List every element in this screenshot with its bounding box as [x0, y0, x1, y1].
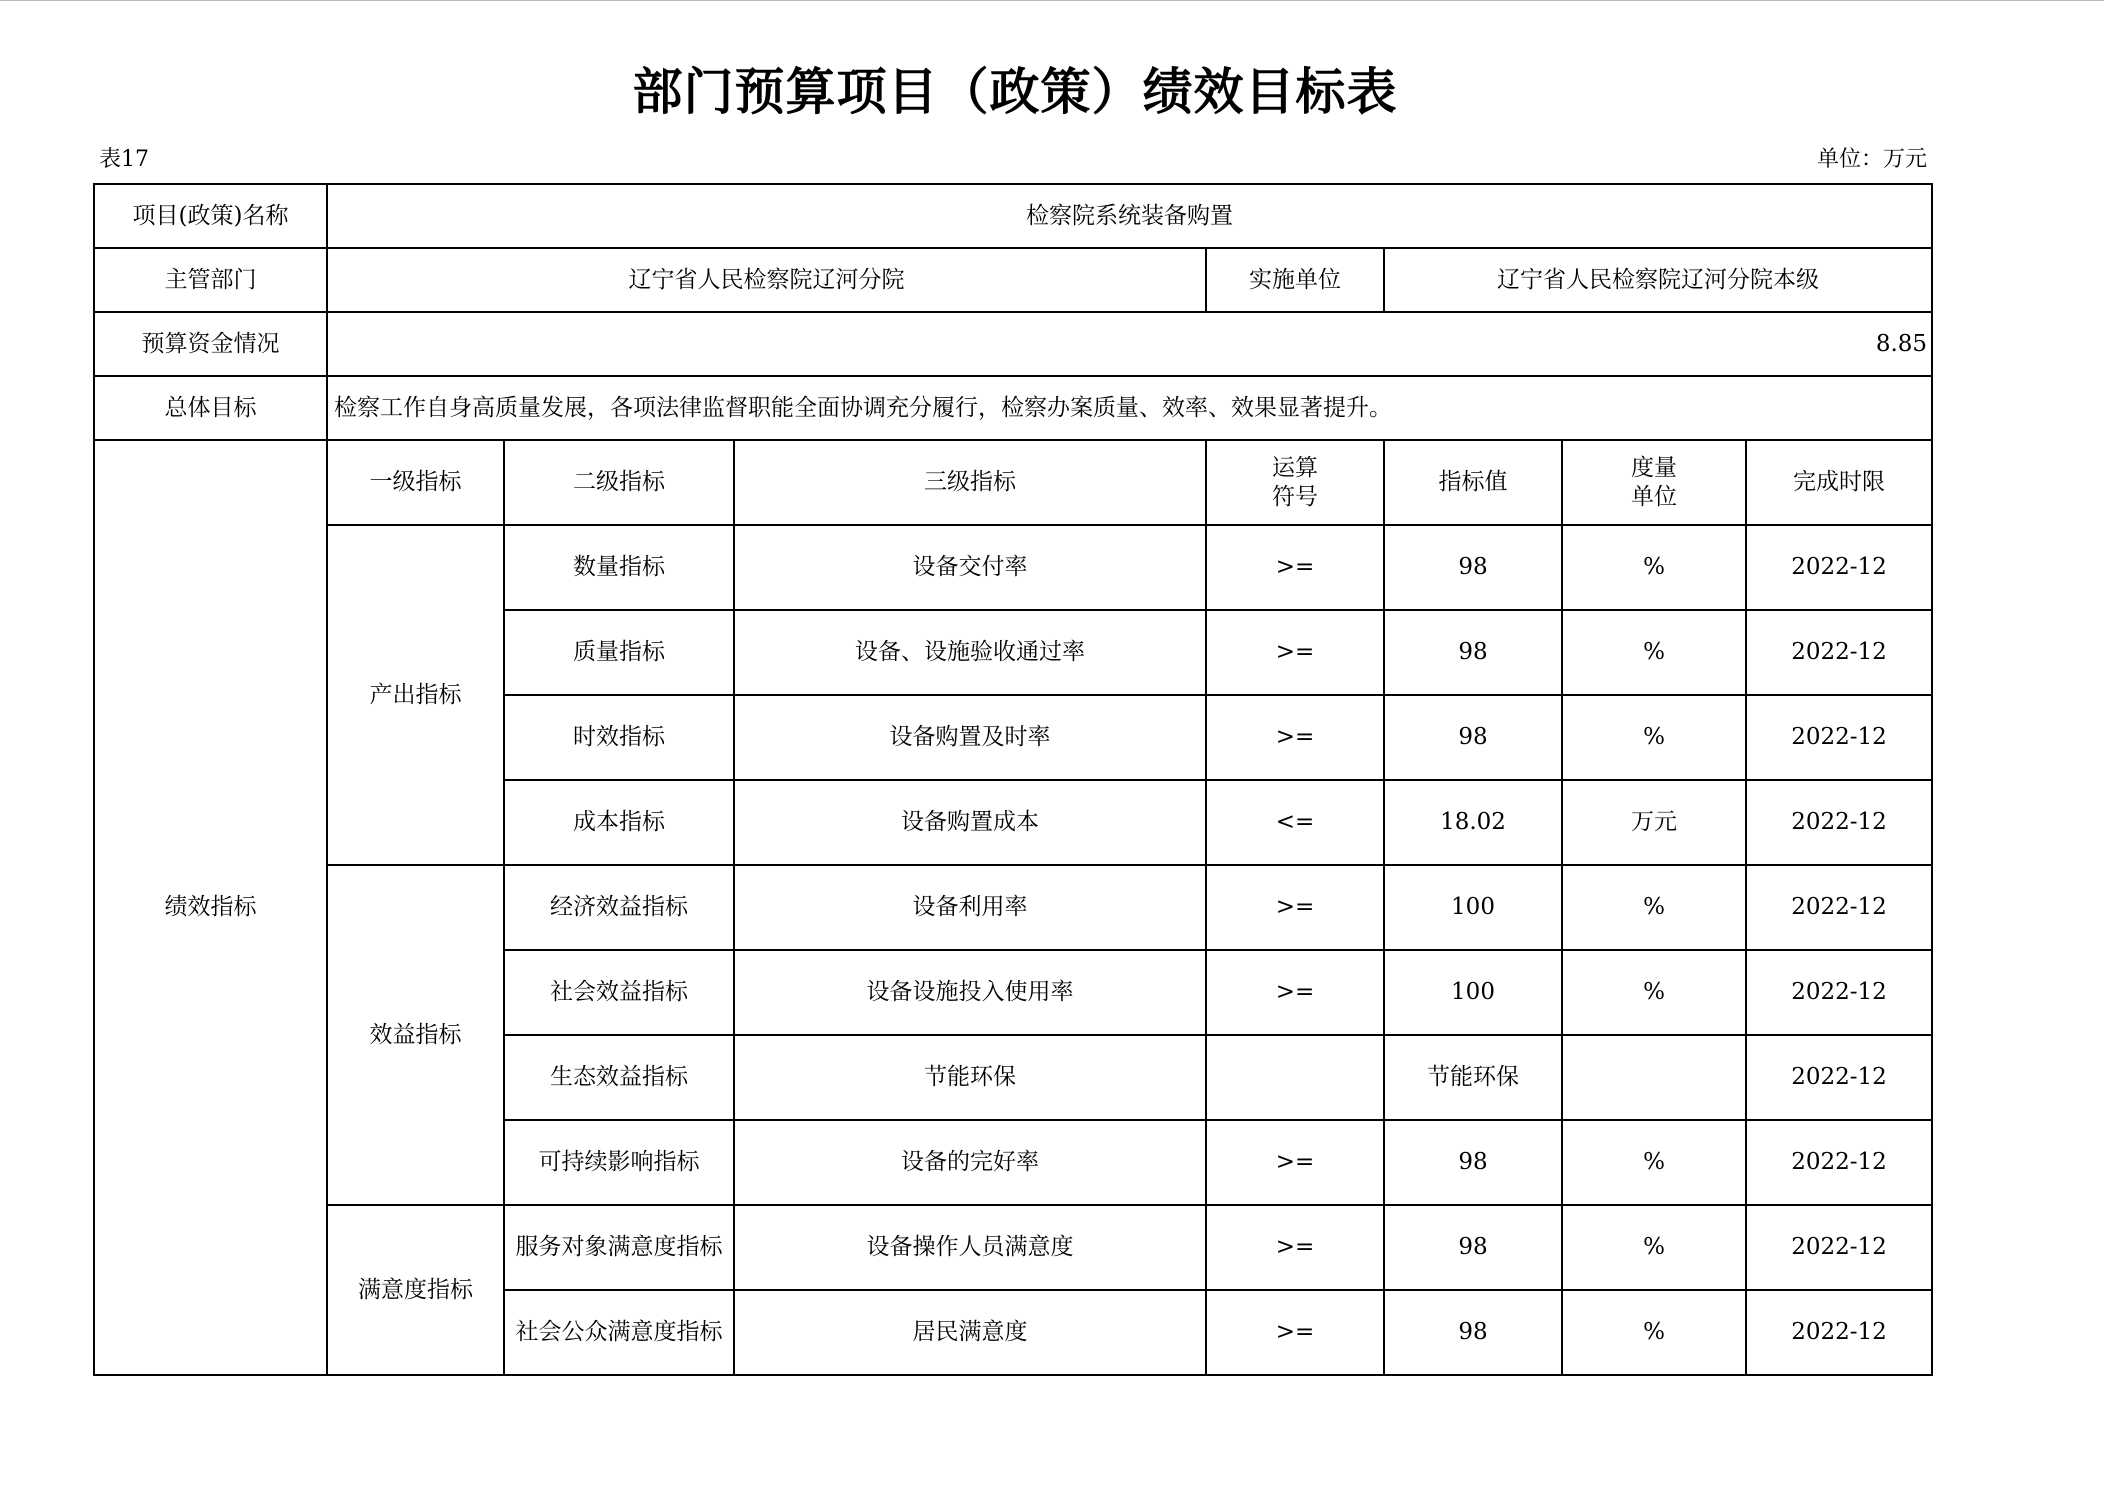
deadline-cell: 2022-12 [1746, 1035, 1932, 1120]
level3-indicator: 设备操作人员满意度 [734, 1205, 1206, 1290]
table-row [94, 1205, 1932, 1290]
measure-unit-cell: % [1562, 695, 1746, 780]
performance-target-table [93, 183, 1933, 1376]
measure-unit-cell: % [1562, 610, 1746, 695]
target-value-cell: 98 [1384, 610, 1562, 695]
impl-label: 实施单位 [1206, 248, 1384, 312]
project-name-row [94, 184, 1932, 248]
target-value-cell: 100 [1384, 950, 1562, 1035]
dept-value: 辽宁省人民检察院辽河分院 [327, 248, 1206, 312]
level2-indicator: 质量指标 [504, 610, 734, 695]
budget-label: 预算资金情况 [94, 312, 327, 376]
table-row [94, 525, 1932, 610]
operator-cell: >= [1206, 525, 1384, 610]
level1-indicator: 满意度指标 [327, 1205, 504, 1375]
level3-indicator: 设备购置成本 [734, 780, 1206, 865]
project-name-value: 检察院系统装备购置 [327, 184, 1932, 248]
header-deadline: 完成时限 [1746, 440, 1932, 525]
top-border-line [0, 0, 2104, 1]
header-unit [1562, 440, 1746, 525]
header-operator [1206, 440, 1384, 525]
target-value-cell: 98 [1384, 1205, 1562, 1290]
table-number: 表17 [99, 147, 149, 172]
level2-indicator: 数量指标 [504, 525, 734, 610]
level2-indicator: 社会效益指标 [504, 950, 734, 1035]
measure-unit-cell: % [1562, 950, 1746, 1035]
budget-row [94, 312, 1932, 376]
header-operator-line2: 符号 [1272, 483, 1318, 510]
operator-cell: <= [1206, 780, 1384, 865]
measure-unit-cell [1562, 1035, 1746, 1120]
operator-cell [1206, 1035, 1384, 1120]
level2-indicator: 经济效益指标 [504, 865, 734, 950]
project-name-label: 项目(政策)名称 [94, 184, 327, 248]
header-unit-line2: 单位 [1631, 483, 1677, 510]
level3-indicator: 设备购置及时率 [734, 695, 1206, 780]
target-value-cell: 节能环保 [1384, 1035, 1562, 1120]
deadline-cell: 2022-12 [1746, 1120, 1932, 1205]
operator-cell: >= [1206, 865, 1384, 950]
level3-indicator: 设备的完好率 [734, 1120, 1206, 1205]
level2-indicator: 时效指标 [504, 695, 734, 780]
deadline-cell: 2022-12 [1746, 1205, 1932, 1290]
header-operator-line1: 运算 [1272, 454, 1318, 481]
header-level2: 二级指标 [504, 440, 734, 525]
measure-unit-cell: % [1562, 1205, 1746, 1290]
level1-indicator: 产出指标 [327, 525, 504, 865]
budget-value: 8.85 [327, 312, 1932, 376]
deadline-cell: 2022-12 [1746, 610, 1932, 695]
level3-indicator: 设备设施投入使用率 [734, 950, 1206, 1035]
goal-row [94, 376, 1932, 440]
level2-indicator: 成本指标 [504, 780, 734, 865]
measure-unit-cell: % [1562, 525, 1746, 610]
operator-cell: >= [1206, 950, 1384, 1035]
indicator-header-row [94, 440, 1932, 525]
department-row [94, 248, 1932, 312]
level2-indicator: 社会公众满意度指标 [504, 1290, 734, 1375]
deadline-cell: 2022-12 [1746, 1290, 1932, 1375]
level2-indicator: 服务对象满意度指标 [504, 1205, 734, 1290]
perf-label: 绩效指标 [94, 440, 327, 1375]
header-unit-line1: 度量 [1631, 454, 1677, 481]
target-value-cell: 100 [1384, 865, 1562, 950]
impl-value: 辽宁省人民检察院辽河分院本级 [1384, 248, 1932, 312]
operator-cell: >= [1206, 1120, 1384, 1205]
measure-unit-cell: % [1562, 1290, 1746, 1375]
level2-indicator: 可持续影响指标 [504, 1120, 734, 1205]
header-value: 指标值 [1384, 440, 1562, 525]
page-title: 部门预算项目（政策）绩效目标表 [632, 63, 1398, 121]
deadline-cell: 2022-12 [1746, 695, 1932, 780]
target-value-cell: 98 [1384, 695, 1562, 780]
measure-unit-cell: 万元 [1562, 780, 1746, 865]
table-row [94, 865, 1932, 950]
header-level1: 一级指标 [327, 440, 504, 525]
level3-indicator: 设备利用率 [734, 865, 1206, 950]
header-level3: 三级指标 [734, 440, 1206, 525]
level3-indicator: 设备交付率 [734, 525, 1206, 610]
level3-indicator: 设备、设施验收通过率 [734, 610, 1206, 695]
goal-value: 检察工作自身高质量发展，各项法律监督职能全面协调充分履行，检察办案质量、效率、效果显著提升。 [327, 376, 1932, 440]
level3-indicator: 节能环保 [734, 1035, 1206, 1120]
operator-cell: >= [1206, 695, 1384, 780]
deadline-cell: 2022-12 [1746, 865, 1932, 950]
deadline-cell: 2022-12 [1746, 525, 1932, 610]
dept-label: 主管部门 [94, 248, 327, 312]
deadline-cell: 2022-12 [1746, 950, 1932, 1035]
target-value-cell: 98 [1384, 1290, 1562, 1375]
level1-indicator: 效益指标 [327, 865, 504, 1205]
operator-cell: >= [1206, 1290, 1384, 1375]
level2-indicator: 生态效益指标 [504, 1035, 734, 1120]
deadline-cell: 2022-12 [1746, 780, 1932, 865]
operator-cell: >= [1206, 1205, 1384, 1290]
target-value-cell: 98 [1384, 525, 1562, 610]
target-value-cell: 98 [1384, 1120, 1562, 1205]
unit-label: 单位：万元 [1816, 147, 1927, 172]
measure-unit-cell: % [1562, 1120, 1746, 1205]
goal-label: 总体目标 [94, 376, 327, 440]
target-value-cell: 18.02 [1384, 780, 1562, 865]
operator-cell: >= [1206, 610, 1384, 695]
measure-unit-cell: % [1562, 865, 1746, 950]
level3-indicator: 居民满意度 [734, 1290, 1206, 1375]
